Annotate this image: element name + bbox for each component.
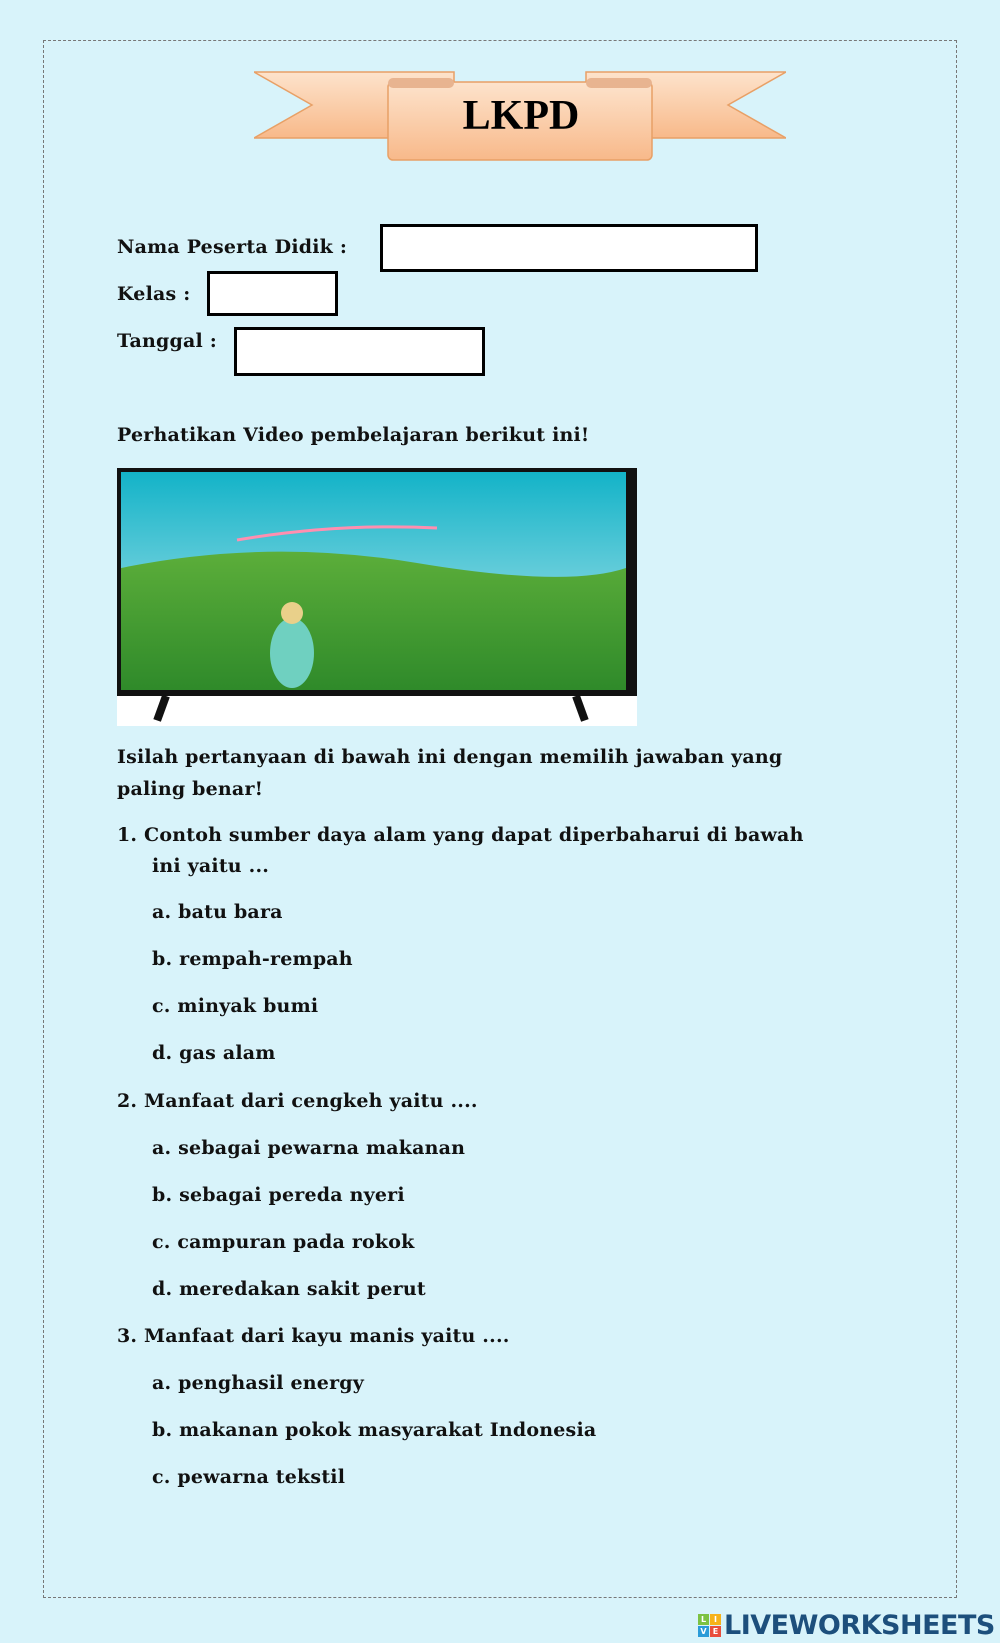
page-border [43,40,957,1598]
instruction-line: paling benar! [117,778,264,800]
name-input[interactable] [380,224,758,272]
logo-letter: E [710,1626,721,1637]
option[interactable]: d. meredakan sakit perut [152,1278,426,1300]
class-label: Kelas : [117,283,191,305]
option[interactable]: c. pewarna tekstil [152,1466,346,1488]
option[interactable]: b. sebagai pereda nyeri [152,1184,405,1206]
video-player[interactable] [117,468,637,726]
page-title: LKPD [462,93,580,139]
question-3: 3. Manfaat dari kayu manis yaitu .... [117,1325,510,1347]
logo-letter: L [698,1614,709,1625]
question-1-cont: ini yaitu ... [152,855,270,877]
question-1: 1. Contoh sumber daya alam yang dapat diperbaharui di bawah [117,824,804,846]
option[interactable]: d. gas alam [152,1042,276,1064]
liveworksheets-logo[interactable] [698,1610,995,1641]
option[interactable]: a. sebagai pewarna makanan [152,1137,466,1159]
brand-name: LIVEWORKSHEETS [724,1610,995,1641]
option[interactable]: b. makanan pokok masyarakat Indonesia [152,1419,597,1441]
logo-letter: I [710,1614,721,1625]
instruction-line: Isilah pertanyaan di bawah ini dengan memilih jawaban yang [117,746,783,768]
date-label: Tanggal : [117,330,217,352]
video-instruction: Perhatikan Video pembelajaran berikut ini! [117,424,590,446]
class-input[interactable] [207,271,338,316]
name-label: Nama Peserta Didik : [117,236,348,258]
option[interactable]: a. batu bara [152,901,283,923]
question-2: 2. Manfaat dari cengkeh yaitu .... [117,1090,478,1112]
date-input[interactable] [234,327,485,376]
option[interactable]: a. penghasil energy [152,1372,365,1394]
option[interactable]: c. campuran pada rokok [152,1231,415,1253]
option[interactable]: b. rempah-rempah [152,948,353,970]
option[interactable]: c. minyak bumi [152,995,319,1017]
logo-letter: V [698,1626,709,1637]
logo-icon [698,1614,721,1637]
